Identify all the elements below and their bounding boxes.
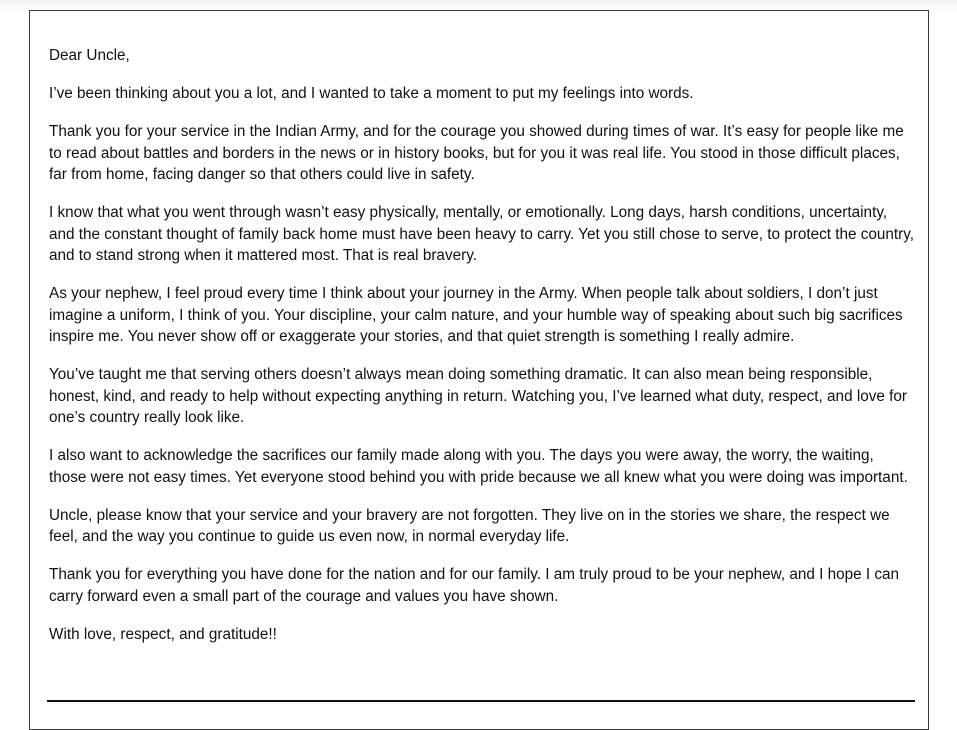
paragraph-3: I know that what you went through wasn’t easy physically, mentally, or emotionally. Long days, harsh conditions, uncertainty, and the constant thought of family back home must have been heavy to carry. Yet you still chose to serve, to protect the country, and to stand strong when it mattered most. That is real bravery. (49, 204, 915, 264)
paragraph-2: Thank you for your service in the Indian Army, and for the courage you showed during times of war. It’s easy for people like me to read about battles and borders in the news or in history books, but for you it was real life. You stood in those difficult places, far from home, facing danger so that others could live in safety. (49, 123, 904, 183)
salutation: Dear Uncle, (49, 47, 130, 64)
letter-body (49, 45, 915, 662)
paragraph-6: I also want to acknowledge the sacrifices our family made along with you. The days you were away, the worry, the waiting, those were not easy times. Yet everyone stood behind you with pride because we all knew what you were doing was important. (49, 447, 908, 486)
paragraph-1: I’ve been thinking about you a lot, and I wanted to take a moment to put my feelings into words. (49, 85, 694, 102)
paragraph-7: Uncle, please know that your service and your bravery are not forgotten. They live on in the stories we share, the respect we feel, and the way you continue to guide us even now, in normal everyday life. (49, 506, 890, 545)
closing: With love, respect, and gratitude!! (49, 625, 277, 643)
paragraph-5: You’ve taught me that serving others doesn’t always mean doing something dramatic. It can also mean being responsible, honest, kind, and ready to help without expecting anything in return. Watching you, I’ve learned what duty, respect, and love for one’s country really look like. (49, 366, 907, 426)
bottom-divider (47, 700, 915, 702)
paragraph-8: Thank you for everything you have done for the nation and for our family. I am truly proud to be your nephew, and I hope I can carry forward even a small part of the courage and values you have shown. (49, 566, 900, 605)
paragraph-4: As your nephew, I feel proud every time I think about your journey in the Army. When people talk about soldiers, I don’t just imagine a uniform, I think of you. Your discipline, your calm nature, and your humble way of speaking about such big sacrifices inspire me. You never show off or exaggerate your stories, and that quiet strength is something I really admire. (49, 285, 903, 345)
document-page (29, 10, 929, 730)
top-edge (0, 0, 957, 10)
